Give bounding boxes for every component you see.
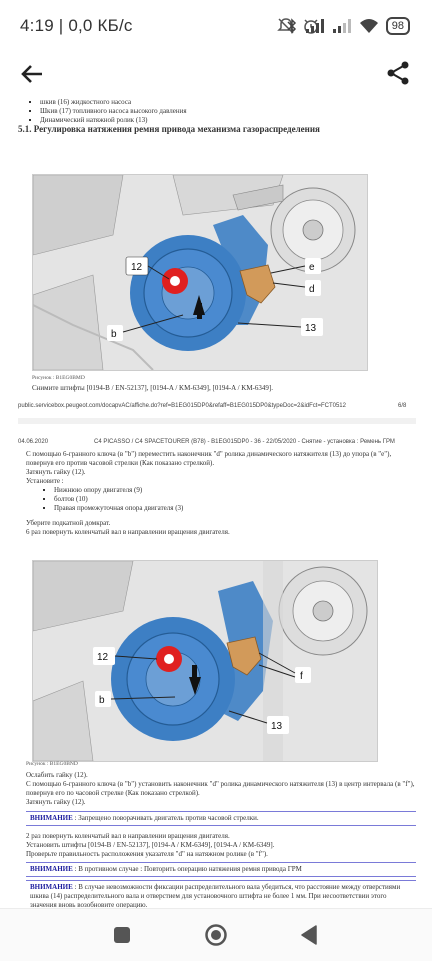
top-bullets bbox=[18, 98, 416, 125]
list-item: ▪ шкив (16) жидкостного насоса bbox=[40, 98, 416, 107]
warning-text: : Запрещено поворачивать двигатель против часовой стрелки. bbox=[74, 814, 259, 822]
page2-text-block bbox=[26, 450, 416, 537]
fig1-label-b: b bbox=[111, 329, 117, 340]
signal-icon bbox=[305, 18, 325, 34]
page-footer-number: 6/8 bbox=[398, 403, 407, 409]
signal-icon bbox=[332, 18, 352, 34]
install-list bbox=[26, 486, 416, 513]
list-item: ▪ Шкив (17) топливного насоса высокого давления bbox=[40, 107, 416, 116]
paragraph: С помощью 6-гранного ключа (в "b") переместить наконечник "d" ролика динамического натяжителя (13) до упора (в "e"), повернув его против часовой стрелки (Как показано стрелкой). bbox=[26, 450, 392, 467]
paragraph: Установите : bbox=[26, 477, 64, 485]
figure-2-caption: Рисунок : B1EG0BND bbox=[26, 761, 78, 767]
fig1-label-e: e bbox=[309, 262, 315, 273]
share-icon[interactable] bbox=[386, 60, 410, 86]
app-bar bbox=[0, 52, 432, 96]
list-item: ▪ болтов (10) bbox=[54, 495, 416, 504]
warning-text: : В случае невозможности фиксации распределительного вала убедиться, что расстояние между отверстиями шкива (14) распределительного вала и отверстием для установочного штифта не более 1 мм. При несоответствии этого значения вновь возобновите операцию. bbox=[30, 883, 401, 908]
page2-lower-block bbox=[26, 771, 416, 908]
paragraph: 6 раз повернуть коленчатый вал в направлении вращения двигателя. bbox=[26, 528, 230, 536]
status-bar bbox=[0, 0, 432, 52]
fig1-label-13: 13 bbox=[305, 323, 317, 334]
paragraph: Проверьте правильность расположения указателя "d" на натяжном ролике (в "f"). bbox=[26, 850, 268, 858]
document-view[interactable] bbox=[18, 96, 416, 908]
status-time: 4:19 | 0,0 КБ/с bbox=[20, 16, 133, 35]
paragraph: Затянуть гайку (12). bbox=[26, 798, 86, 806]
list-item: ▪ Нижнюю опору двигателя (9) bbox=[54, 486, 416, 495]
warning-label: ВНИМАНИЕ bbox=[30, 883, 73, 891]
section-title: 5.1. Регулировка натяжения ремня привода механизма газораспределения bbox=[18, 124, 320, 134]
page-footer-url[interactable]: public.servicebox.peugeot.com/docapvAC/affiche.do?ref=B1EG015DP0&refaff=B1EG015DP0&typeDoc=2&idFct=FCT0512 bbox=[18, 403, 346, 409]
warning-box bbox=[26, 880, 416, 908]
fig1-text: Снимите штифты [0194-B / EN-52137], [0194-A / KM-6349], [0194-A / KM-6349]. bbox=[32, 384, 273, 392]
page-header-date: 04.06.2020 bbox=[18, 439, 49, 445]
warning-label: ВНИМАНИЕ bbox=[30, 865, 73, 873]
arrow-left-icon[interactable] bbox=[18, 60, 46, 88]
fig2-label-13: 13 bbox=[271, 721, 283, 732]
fig2-label-12: 12 bbox=[97, 652, 109, 663]
wifi-icon bbox=[359, 18, 379, 34]
warning-text: : В противном случае : Повторить операцию натяжения ремня привода ГРМ bbox=[74, 865, 302, 873]
status-icons-right bbox=[286, 15, 410, 37]
page-separator bbox=[18, 418, 416, 424]
warning-box bbox=[26, 811, 416, 826]
back-triangle-icon[interactable] bbox=[300, 925, 318, 945]
bluetooth-icon bbox=[286, 17, 298, 35]
list-item: ▪ Правая промежуточная опора двигателя (3) bbox=[54, 504, 416, 513]
paragraph: Ослабить гайку (12). bbox=[26, 771, 88, 779]
warning-label: ВНИМАНИЕ bbox=[30, 814, 73, 822]
figure-1 bbox=[32, 174, 368, 371]
fig1-label-12: 12 bbox=[131, 262, 143, 273]
list-item: ▪ Динамический натяжной ролик (13) bbox=[40, 116, 416, 125]
fig2-label-f: f bbox=[300, 671, 303, 682]
paragraph: 2 раз повернуть коленчатый вал в направлении вращения двигателя. bbox=[26, 832, 230, 840]
navigation-bar bbox=[0, 908, 432, 961]
warning-box bbox=[26, 862, 416, 877]
page-header-title: C4 PICASSO / C4 SPACETOURER (B78) - B1EG015DP0 - 36 - 22/05/2020 - Снятие - установка : Ремень ГРМ bbox=[94, 439, 395, 445]
battery-indicator: 98 bbox=[386, 17, 410, 35]
paragraph: Уберите подкатной домкрат. bbox=[26, 519, 111, 527]
figure-2 bbox=[32, 560, 378, 762]
paragraph: Установить штифты [0194-B / EN-52137], [0194-A / KM-6349], [0194-A / KM-6349]. bbox=[26, 841, 275, 849]
recents-square-icon[interactable] bbox=[113, 926, 131, 944]
paragraph: Затянуть гайку (12). bbox=[26, 468, 86, 476]
fig1-label-d: d bbox=[309, 284, 315, 295]
figure-1-caption: Рисунок : B1EG0BMD bbox=[32, 375, 85, 381]
fig2-label-b: b bbox=[99, 695, 105, 706]
paragraph: С помощью 6-гранного ключа (в "b") установить наконечник "d" ролика динамического натяжителя (13) в центр интервала (в "f"), повернув его по часовой стрелке (Как показано стрелкой). bbox=[26, 780, 415, 797]
home-circle-icon[interactable] bbox=[204, 923, 228, 947]
